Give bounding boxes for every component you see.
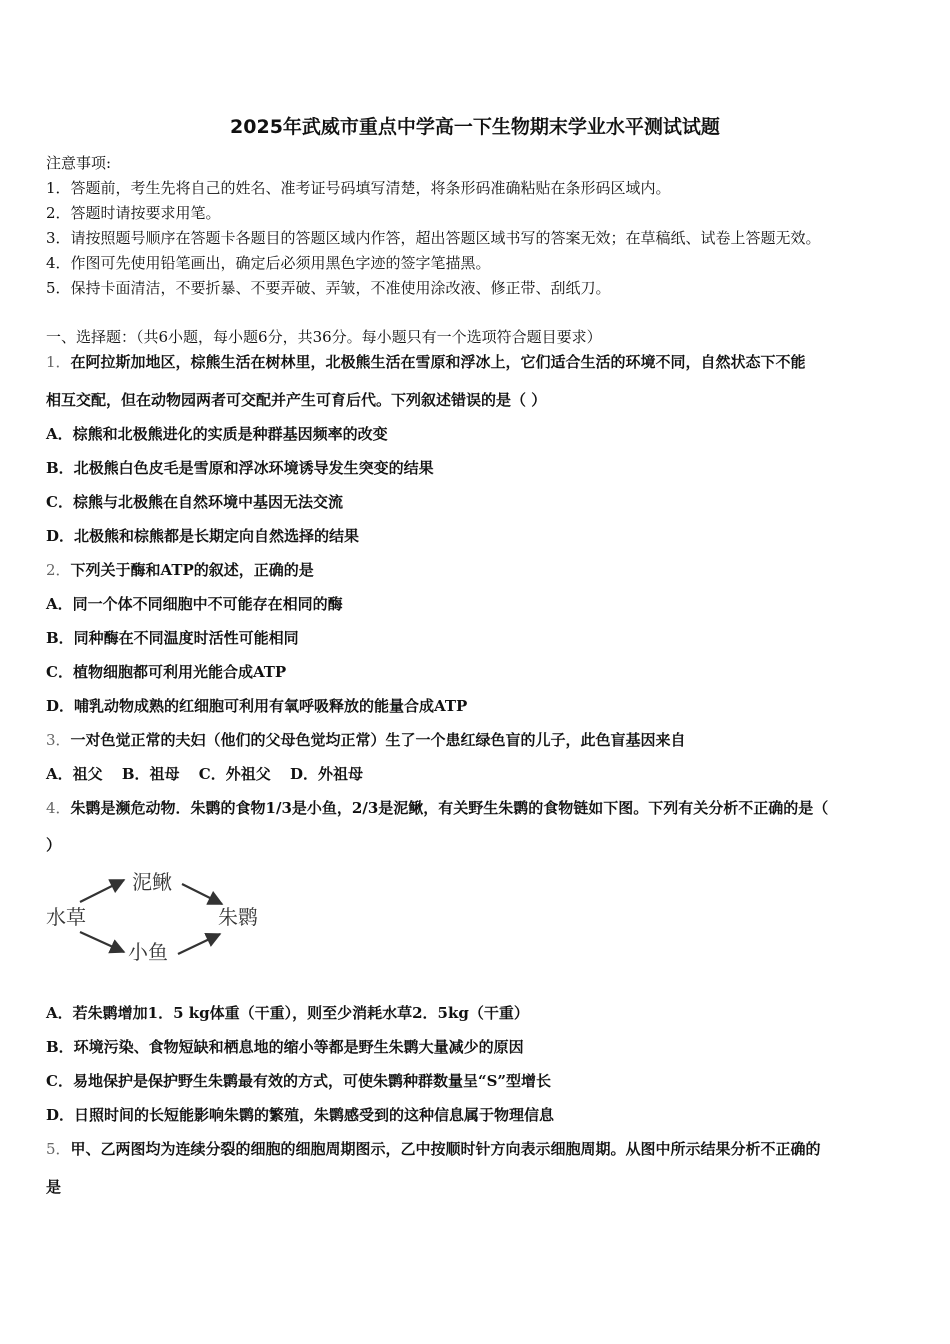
notice-item: 5．保持卡面清洁，不要折暴、不要弄破、弄皱，不准使用涂改液、修正带、刮纸刀。 [46, 279, 611, 297]
arrow-upper-target [182, 884, 222, 904]
question-4-line-2: ） [46, 836, 62, 854]
notice-item: 2．答题时请按要求用笔。 [46, 204, 221, 222]
notice-heading: 注意事项: [46, 154, 112, 172]
question-2-option-c: C．植物细胞都可利用光能合成ATP [46, 663, 287, 681]
question-4-line-1: 4．朱鹮是濒危动物．朱鹮的食物1/3是小鱼，2/3是泥鳅，有关野生朱鹮的食物链如下图。下列有关分析不正确的是（ [46, 799, 829, 817]
arrow-source-upper [80, 880, 124, 902]
question-3-option-a: A．祖父 [46, 765, 103, 783]
question-number: 5． [46, 1140, 71, 1158]
question-3-option-c: C．外祖父 [198, 765, 271, 783]
question-1-option-d: D．北极熊和棕熊都是长期定向自然选择的结果 [46, 527, 360, 545]
question-4-option-a: A．若朱鹮增加1．5 kg体重（干重），则至少消耗水草2．5kg（干重） [46, 1004, 529, 1022]
node-source: 水草 [46, 905, 86, 929]
node-lower: 小鱼 [128, 940, 168, 964]
question-number: 3． [46, 731, 71, 749]
section-heading: 一、选择题：（共6小题，每小题6分，共36分。每小题只有一个选项符合题目要求） [46, 328, 602, 346]
notice-item: 1．答题前，考生先将自己的姓名、准考证号码填写清楚，将条形码准确粘贴在条形码区域内。 [46, 179, 671, 197]
question-3-option-d: D．外祖母 [289, 765, 363, 783]
food-chain-diagram [44, 862, 284, 972]
question-1-option-b: B．北极熊白色皮毛是雪原和浮冰环境诱导发生突变的结果 [46, 459, 434, 477]
question-3: 3．一对色觉正常的夫妇（他们的父母色觉均正常）生了一个患红绿色盲的儿子，此色盲基因来自 [46, 731, 686, 749]
question-3-options [46, 763, 377, 784]
question-number: 1． [46, 353, 71, 371]
question-2-option-a: A．同一个体不同细胞中不可能存在相同的酶 [46, 595, 343, 613]
arrow-lower-target [178, 934, 220, 954]
question-1-option-c: C．棕熊与北极熊在自然环境中基因无法交流 [46, 493, 343, 511]
question-5-line-1: 5．甲、乙两图均为连续分裂的细胞的细胞周期图示，乙中按顺时针方向表示细胞周期。从图中所示结果分析不正确的 [46, 1140, 821, 1158]
question-number: 2． [46, 561, 71, 579]
question-4-option-b: B．环境污染、食物短缺和栖息地的缩小等都是野生朱鹮大量减少的原因 [46, 1038, 524, 1056]
arrow-source-lower [80, 932, 124, 952]
notice-item: 4．作图可先使用铅笔画出，确定后必须用黑色字迹的签字笔描黑。 [46, 254, 491, 272]
question-number: 4． [46, 799, 71, 817]
question-2-option-b: B．同种酶在不同温度时活性可能相同 [46, 629, 299, 647]
question-2: 2．下列关于酶和ATP的叙述，正确的是 [46, 561, 314, 579]
question-1-option-a: A．棕熊和北极熊进化的实质是种群基因频率的改变 [46, 425, 388, 443]
question-1-line-2: 相互交配，但在动物园两者可交配并产生可育后代。下列叙述错误的是（ ） [46, 391, 547, 409]
node-target: 朱鹮 [218, 905, 258, 929]
question-4-option-c: C．易地保护是保护野生朱鹮最有效的方式，可使朱鹮种群数量呈“S”型增长 [46, 1072, 552, 1090]
question-3-option-b: B．祖母 [121, 765, 180, 783]
question-5-line-2: 是 [46, 1178, 62, 1196]
node-upper: 泥鳅 [132, 870, 172, 894]
question-1-line-1: 1．在阿拉斯加地区，棕熊生活在树林里，北极熊生活在雪原和浮冰上，它们适合生活的环境不同，自然状态下不能 [46, 353, 806, 371]
notice-item: 3．请按照题号顺序在答题卡各题目的答题区域内作答，超出答题区域书写的答案无效；在草稿纸、试卷上答题无效。 [46, 229, 821, 247]
question-4-option-d: D．日照时间的长短能影响朱鹮的繁殖，朱鹮感受到的这种信息属于物理信息 [46, 1106, 555, 1124]
page-title: 2025年武威市重点中学高一下生物期末学业水平测试试题 [230, 116, 720, 138]
question-2-option-d: D．哺乳动物成熟的红细胞可利用有氧呼吸释放的能量合成ATP [46, 697, 468, 715]
